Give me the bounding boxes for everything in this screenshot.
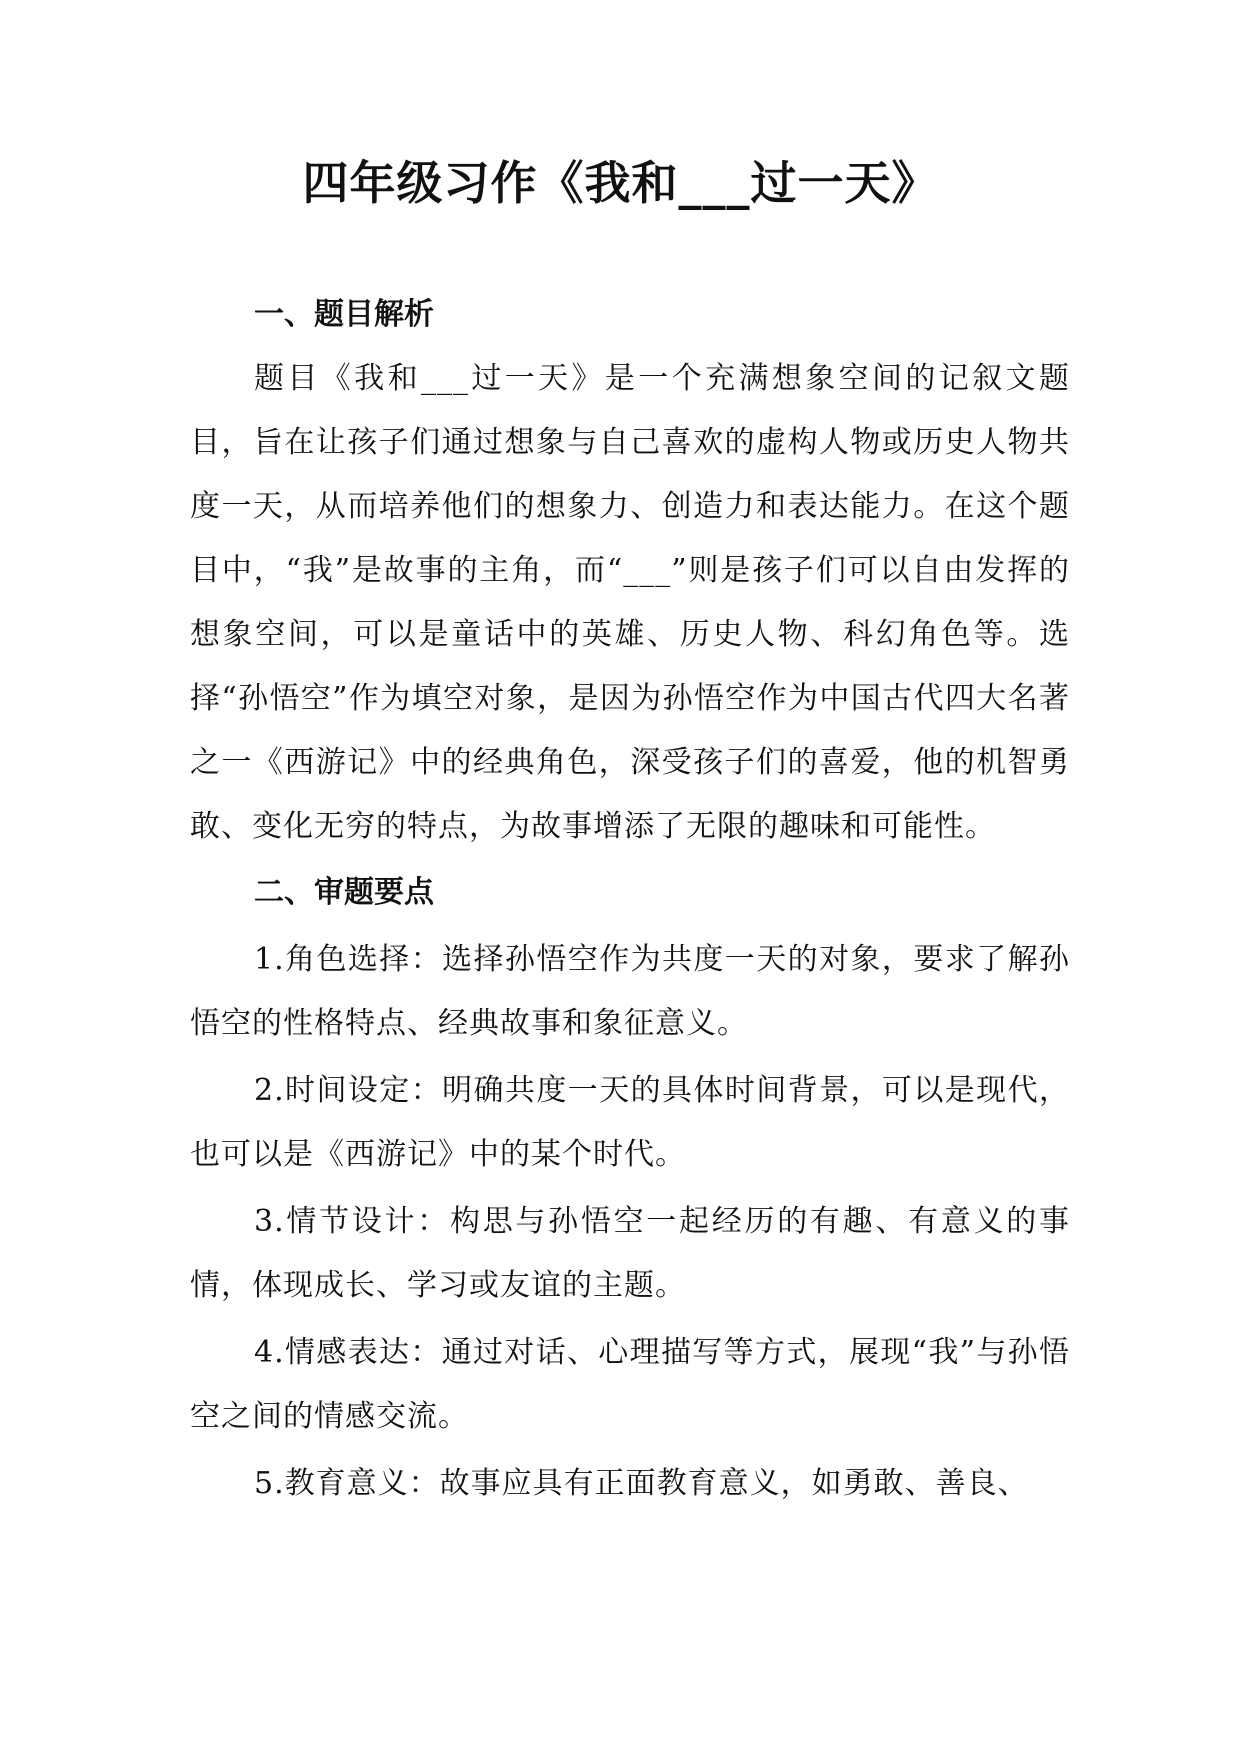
document-title: 四年级习作《我和___过一天》 xyxy=(302,156,939,210)
section-key-points xyxy=(190,861,1070,1516)
key-point-paragraph: 1.角色选择：选择孙悟空作为共度一天的对象，要求了解孙悟空的性格特点、经典故事和象征意义。 xyxy=(190,942,1070,1041)
paragraph: 题目《我和___过一天》是一个充满想象空间的记叙文题目，旨在让孩子们通过想象与自己喜欢的虚构人物或历史人物共度一天，从而培养他们的想象力、创造力和表达能力。在这个题目中，“我”是故事的主角，而“___”则是孩子们可以自由发挥的想象空间，可以是童话中的英雄、历史人物、科幻角色等。选择“孙悟空”作为填空对象，是因为孙悟空作为中国古代四大名著之一《西游记》中的经典角色，深受孩子们的喜爱，他的机智勇敢、变化无穷的特点，为故事增添了无限的趣味和可能性。 xyxy=(190,361,1070,844)
key-point-paragraph: 5.教育意义：故事应具有正面教育意义，如勇敢、善良、 xyxy=(254,1466,1029,1501)
key-point-paragraph: 3.情节设计：构思与孙悟空一起经历的有趣、有意义的事情，体现成长、学习或友谊的主题。 xyxy=(190,1204,1070,1303)
section-heading: 一、题目解析 xyxy=(254,297,434,332)
key-point-paragraph: 4.情感表达：通过对话、心理描写等方式，展现“我”与孙悟空之间的情感交流。 xyxy=(190,1335,1070,1434)
document-body xyxy=(190,283,1070,1516)
section-topic-analysis xyxy=(190,283,1070,859)
section-heading: 二、审题要点 xyxy=(254,875,434,910)
key-point-paragraph: 2.时间设定：明确共度一天的具体时间背景，可以是现代，也可以是《西游记》中的某个时代。 xyxy=(190,1073,1070,1172)
